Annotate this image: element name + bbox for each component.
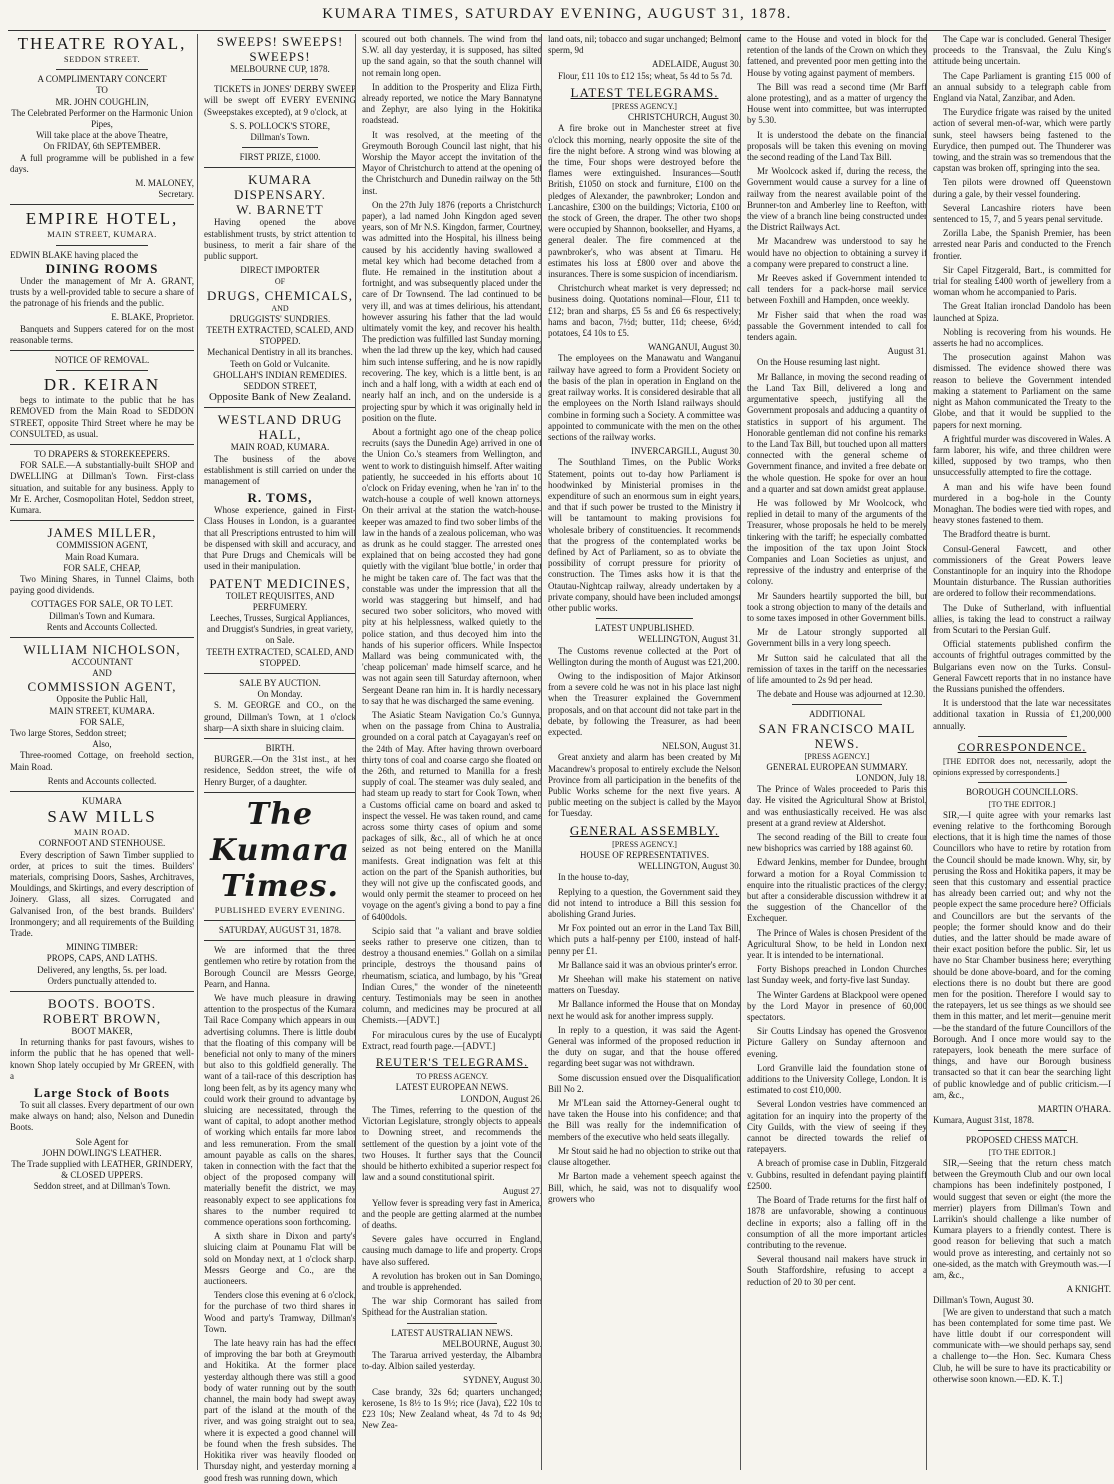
sweeps-sub: MELBOURNE CUP, 1878. bbox=[230, 64, 330, 74]
divider bbox=[204, 920, 356, 921]
nicholson-line: Also, bbox=[92, 739, 112, 750]
sf-date: LONDON, July 18. bbox=[856, 772, 927, 783]
theatre-sub: SEDDON STREET. bbox=[63, 54, 141, 64]
assembly-item: Mr Sutton said he calculated that all the remission of taxes in the tariff on the necessaries of life amounted to 2s 9d per head. bbox=[747, 652, 927, 685]
nameplate: The Kumara Times. bbox=[210, 796, 350, 904]
assembly-item: Mr Reeves asked if Government intended to call tenders for a pack-horse mail service between Foxhill and Hampden, once weekly. bbox=[747, 273, 927, 306]
divider bbox=[204, 407, 356, 408]
theatre-line: A COMPLIMENTARY CONCERT bbox=[37, 74, 167, 85]
dispensary-title: KUMARA DISPENSARY. bbox=[233, 172, 327, 203]
divider bbox=[56, 69, 148, 70]
saw-orders: Orders punctually attended to. bbox=[47, 975, 157, 986]
reuter-sub: LATEST EUROPEAN NEWS. bbox=[395, 1082, 509, 1093]
dispensary-opp: Opposite Bank of New Zealand. bbox=[208, 391, 352, 404]
empire-big: DINING ROOMS bbox=[45, 260, 159, 276]
theatre-line: Will take place at the above Theatre, bbox=[36, 130, 168, 141]
telegram-place: INVERCARGILL, August 30. bbox=[631, 446, 741, 457]
column-3 bbox=[355, 34, 542, 1470]
nicholson-line: ACCOUNTANT bbox=[71, 656, 133, 667]
assembly-cont: came to the House and voted in block for the retention of the lands of the Crown on which they fattened, and prevented poor men getting into the House by voting against payment of members. bbox=[747, 34, 927, 78]
sf-item: The Bradford theatre is burnt. bbox=[943, 529, 1051, 540]
australian-date2: SYDNEY, August 30. bbox=[463, 1375, 542, 1386]
divider bbox=[204, 167, 356, 168]
sweeps-body: TICKETS in JONES' DERBY SWEEP will be swept off EVERY EVENING (Sweepstakes excepted), at 9 o'clock, at bbox=[204, 84, 356, 117]
sf-item: The prosecution against Mahon was dismissed. The evidence showed there was reason to believe the Government intended making a statement to Parliament on the same night as Mahon communicated the Treaty to the Globe, and that it would be supplied to the papers for next morning. bbox=[933, 352, 1111, 430]
nicholson-line: AND bbox=[92, 668, 112, 679]
nicholson-line: Rents and Accounts collected. bbox=[47, 775, 157, 786]
assembly-item: Mr Ballance informed the House that on Monday next he would ask for another impress supply. bbox=[548, 999, 741, 1021]
removal-name: DR. KEIRAN bbox=[43, 375, 161, 395]
divider bbox=[242, 147, 318, 148]
dispensary-mech: Mechanical Dentistry in all its branches. Teeth on Gold or Vulcanite. bbox=[207, 347, 353, 369]
sf-agency: [PRESS AGENCY.] bbox=[804, 751, 870, 761]
theatre-line: TO bbox=[96, 85, 108, 96]
assembly-item: Mr Fox pointed out an error in the Land Tax Bill, which puts a half-penny per £100, instead of half-penny per £1. bbox=[548, 923, 741, 956]
column-5 bbox=[740, 34, 927, 1470]
miller-line: FOR SALE, CHEAP, bbox=[63, 562, 141, 573]
reuter-item: Severe gales have occurred in England, causing much damage to life and property. Crops have also suffered. bbox=[362, 1234, 542, 1267]
news-para: About a fortnight ago one of the cheap police recruits (says the Dunedin Age) arrived in one of the Union Co.'s steamers from Wellington, and went to work to distinguish himself. After waiting patiently, he succeeded in his efforts about 10 o'clock on Friday evening, when he 'ran in' to the watch-house a couple of well known attorneys. On their arrival at the station the watch-house-keeper was amazed to find two sober limbs of the law in the hands of a zealous policeman, who was as drunk as he could stagger. The arrested ones explained that on being accosted they had gone quietly with the vigilant 'blue bottle,' in order that he might be taken care of. The fact was that the constable was under the impression that all the world was staggering but himself, and had secured two sober solicitors, who moved with pity at his helplessness, walked quietly to the police station, and thus decoyed him into the hands of his superior officers. While Inspector Mallard was being communicated with, the 'cheap policeman' made himself scarce, and he was not again seen till Saturday afternoon, when Sergeant Deane ran him in. It is hardly necessary to say that he was discharged the same evening. bbox=[362, 426, 542, 706]
telegrams-title: LATEST TELEGRAMS. bbox=[570, 84, 719, 100]
letter1-body: SIR,—I quite agree with your remarks last evening relative to the forthcoming Borough elections, that it is high time the names of those Councillors who have to retire by rotation from the Council should be made known. Why, sir, by perusing the Ross and Hokitika papers, it may be seen that this customary and essential practice has already been carried out; and why not the people expect the same procedure here? Officials and Councillors are but the servants of the people; the former should know and do their duties, and the latter should be made aware of their exact position before the public. Sir, let us have no Star Chamber business here; everything should be done above-board, and for the coming elections there is no doubt but there are good men for the position. Therefore I would say to the ratepayers, let us see things as we should see them in this matter, and let merit—genuine merit—be the standard of the future Councillors of the Borough. And I once more would say to the ratepayers, look beneath the mere surface of things, and have our Borough business transacted so that it can bear the searching light of public knowledge and of public criticism.—I am, &c., bbox=[933, 809, 1111, 1100]
removal-body: begs to intimate to the public that he has REMOVED from the Main Road to SEDDON STREET, opposite Third Street where he may be CONSULTED, as usual. bbox=[10, 395, 194, 439]
sf-item: A man and his wife have been found murdered in a bog-hole in the County Monaghan. The bodies were tied with ropes, and heavy stones fastened to them. bbox=[933, 481, 1111, 526]
sf-item: A frightful murder was discovered in Wales. A farm laborer, his wife, and three children were killed, supposed by two tramps, who then unsuccessfully attempted to fire the cottage. bbox=[933, 433, 1111, 478]
sf-item: The second reading of the Bill to create four new bishoprics was carried by 188 against 60. bbox=[747, 832, 927, 854]
letter2-heading: PROPOSED CHESS MATCH. bbox=[965, 1135, 1079, 1146]
letter1-loc: Kumara, August 31st, 1878. bbox=[933, 1115, 1034, 1126]
sf-item: The Prince of Wales is chosen President of the Agricultural Show, to be held in London next year. It is intended to be international. bbox=[747, 927, 927, 961]
auction-body: S. M. GEORGE and CO., on the ground, Dillman's Town, at 1 o'clock sharp—A sixth share in sluicing claim. bbox=[204, 700, 356, 733]
empire-lead: EDWIN BLAKE having placed the bbox=[10, 249, 138, 260]
drapers-body: FOR SALE.—A substantially-built SHOP and DWELLING at Dillman's Town. First-class situation, and suitable for any business. Apply to Mr E. Archer, Cosmopolitan Hotel, Seddon street, Kumara. bbox=[10, 460, 194, 516]
miller-line: Dillman's Town and Kumara. bbox=[49, 610, 155, 621]
unpublished-date2: NELSON, August 31. bbox=[661, 741, 741, 752]
divider bbox=[10, 520, 194, 521]
assembly-date2: August 31. bbox=[887, 346, 927, 357]
divider bbox=[242, 79, 318, 80]
assembly-item: Mr de Latour strongly supported all Government bills in a very long speech. bbox=[747, 627, 927, 649]
reuter-item: A revolution has broken out in San Domingo, and trouble is apprehended. bbox=[362, 1270, 542, 1292]
sf-item: The Eurydice frigate was raised by the united action of several men-of-war, which were partly sunk, steel hawsers being fastened to the Eurydice, then pumped out. The Thunderer was towing, and the strain was so tremendous that the capstan was broken off, springing into the sea. bbox=[933, 107, 1111, 174]
divider bbox=[204, 940, 356, 941]
assembly-item: Mr Fisher said that when the road was passable the Government intended to call for tenders again. bbox=[747, 309, 927, 343]
dispensary-teeth: TEETH EXTRACTED, SCALED, AND STOPPED. bbox=[206, 325, 354, 347]
empire-body: Under the management of Mr A. GRANT, trusts by a well-provided table to secure a share of the patronage of his friends and the public. bbox=[10, 275, 194, 309]
sf-news: NEWS. bbox=[814, 735, 860, 751]
reuter-item: Yellow fever is spreading very fast in America, and the people are getting alarmed at the number of deaths. bbox=[362, 1197, 542, 1230]
miller-line: COTTAGES FOR SALE, OR TO LET. bbox=[30, 599, 174, 610]
divider bbox=[56, 370, 148, 371]
australian-date: MELBOURNE, August 30. bbox=[442, 1338, 542, 1349]
miller-line: COMMISSION AGENT, bbox=[56, 540, 148, 551]
empire-sign: E. BLAKE, Proprietor. bbox=[111, 312, 194, 323]
theatre-line: MR. JOHN COUGHLIN, bbox=[55, 96, 149, 107]
theatre-sign-role: Secretary. bbox=[158, 189, 194, 200]
reuter-date: LONDON, August 26. bbox=[460, 1093, 542, 1104]
dispensary-body: Having opened the above establishment trusts, by strict attention to business, to merit a fair share of the public support. bbox=[204, 217, 356, 262]
divider bbox=[978, 736, 1067, 737]
editorial-para: A sixth share in Dixon and party's sluicing claim at Pounamu Flat will be sold on Monday next, at 1 o'clock sharp. Messrs George and Co., are the auctioneers. bbox=[204, 1231, 356, 1287]
assembly-item: Mr Macandrew was understood to say he would have no objection to obtaining a survey if a company were prepared to construct a line. bbox=[747, 236, 927, 269]
letter1-heading: BOROUGH COUNCILLORS. bbox=[965, 787, 1078, 798]
reuter-item: The war ship Cormorant has sailed from Spithead for the Australian station. bbox=[362, 1296, 542, 1318]
editorial-para: We are informed that the three gentlemen who retire by rotation from the Borough Council are Messrs George, Pearn, and Hanna. bbox=[204, 945, 356, 989]
news-para: On the 27th July 1876 (reports a Christchurch paper), a lad named John Kingdon aged seven years, son of Mr N.S. Kingdon, farmer, Courtney, was admitted into the Hospital, his illness being caused by his accidently having swallowed a metal key which had become detached from a flute. He remained in the institution about a fortnight, and was subsequently placed under the care of Dr Townsend. The lad continued to be very ill, and was at times delirious, his attendant, however assuring his father that the lad would ultimately vomit the key, and recover his health. The prediction was fulfilled last Sunday morning, when the lad threw up the key, which had caused him such intense suffering, and he is now rapidly recovering. The key, which is a little bent, is an inch and a half long, with a width at each end of nearly half an inch, and on the underside is a projecting spur by which it was originally held in position on the flute. bbox=[362, 199, 542, 423]
telegram-place: CHRISTCHURCH, August 30. bbox=[627, 112, 741, 123]
saw-props: PROPS, CAPS, AND LATHS. bbox=[46, 953, 158, 964]
boots-addr: Seddon street, and at Dillman's Town. bbox=[33, 1181, 171, 1192]
reuter-agency: TO PRESS AGENCY. bbox=[416, 1072, 488, 1082]
dispensary-sundries: DRUGGISTS' SUNDRIES. bbox=[229, 313, 331, 324]
assembly-item: The debate and House was adjourned at 12.30. bbox=[757, 689, 926, 700]
miller-line: Rents and Accounts Collected. bbox=[46, 621, 158, 632]
saw-big: SAW MILLS bbox=[47, 807, 157, 827]
sf-item: The Cape war is concluded. General Thesiger proceeds to the Transvaal, the Zulu King's attitude being uncertain. bbox=[933, 34, 1111, 67]
column-2 bbox=[197, 34, 356, 1483]
boots-body: In returning thanks for past favours, wishes to inform the public that he has opened that well-known Shop lately occupied by Mr GREEN, with a bbox=[10, 1037, 194, 1081]
nicholson-line: COMMISSION AGENT, bbox=[27, 679, 177, 695]
westland-teeth: TEETH EXTRACTED, SCALED, AND STOPPED. bbox=[206, 646, 354, 668]
letter1-sig: MARTIN O'HARA. bbox=[1037, 1104, 1111, 1115]
miller-line: Main Road Kumara. bbox=[65, 551, 139, 562]
sf-item: The Winter Gardens at Blackpool were opened by the Lord Mayor in presence of 60,000 spectators. bbox=[747, 989, 927, 1023]
birth-title: BIRTH. bbox=[265, 742, 295, 753]
removal-title: NOTICE OF REMOVAL. bbox=[54, 355, 150, 366]
auction-title: SALE BY AUCTION. bbox=[239, 677, 321, 688]
sf-item: The Duke of Sutherland, with influential allies, is taking the lead to construct a railway from Scutari to the Persian Gulf. bbox=[933, 602, 1111, 635]
dispensary-seddon: SEDDON STREET, bbox=[243, 381, 317, 392]
correspondence-title: CORRESPONDENCE. bbox=[957, 739, 1087, 754]
assembly-item: Mr Stout said he had no objection to strike out that clause altogether. bbox=[548, 1145, 741, 1168]
assembly-item: In the house to-day, bbox=[558, 872, 629, 883]
westland-sub: MAIN ROAD, KUMARA. bbox=[230, 442, 330, 453]
birth-body: BURGER.—On the 31st inst., at her residence, Seddon street, the wife of Henry Burger, of a daughter. bbox=[204, 754, 356, 787]
letter1-to: [TO THE EDITOR.] bbox=[988, 799, 1056, 809]
divider bbox=[204, 738, 356, 739]
sweeps-store: S. S. POLLOCK'S STORE, bbox=[230, 120, 330, 131]
sf-item: A breach of promise case in Dublin, Fitzgerald v. Gubbins, resulted in defendant paying plaintiff £2500. bbox=[747, 1158, 927, 1191]
sf-item: Forty Bishops preached in London Churches last Sunday week, and forty-five last Sunday. bbox=[747, 964, 927, 986]
sweeps-town: Dillman's Town. bbox=[250, 132, 310, 143]
column-6 bbox=[926, 34, 1111, 1470]
sf-item: Consul-General Fawcett, and other commissioners of the Great Powers leave Constantinople for an inquiry into the Rhodope Mountain disturbance. The Russian authorities are ordered to follow their recommendations. bbox=[933, 543, 1111, 599]
westland-patent: PATENT MEDICINES, bbox=[209, 575, 351, 591]
divider bbox=[56, 245, 148, 246]
dispensary-and: AND bbox=[271, 303, 289, 313]
nicholson-line: FOR SALE, bbox=[79, 716, 125, 727]
saw-title: KUMARA bbox=[81, 795, 122, 806]
telegram-body: Christchurch wheat market is very depressed; no business doing. Quotations nominal—Flour, £11 to £12; bran and sharps, £5 5s and £6 6s respectively; hams and bacon, 7½d; butter, 11d; cheese, 6½d; potatoes, £4 10s to £5. bbox=[548, 283, 741, 339]
assembly-item: He was followed by Mr Woolcock, who replied in detail to many of the arguments of the Treasurer, whose proposals he held to be merely tinkering with the tariff; he especially combatted the imposition of the tax upon Joint Stock Companies and Loan Societies as unjust, and repressive of the industry and enterprise of the colony. bbox=[747, 497, 927, 587]
assembly-house: HOUSE OF REPRESENTATIVES. bbox=[579, 850, 710, 861]
unpublished-date: WELLINGTON, August 31. bbox=[638, 634, 741, 645]
miller-line: Two Mining Shares, in Tunnel Claims, both paying good dividends. bbox=[10, 573, 194, 596]
divider bbox=[792, 704, 882, 705]
boots-trade: The Trade supplied with LEATHER, GRINDERY, & CLOSED UPPERS. bbox=[11, 1159, 193, 1181]
sf-item: The Board of Trade returns for the first half of 1878 are unfavorable, showing a continuous decline in exports; also a falling off in the consumption of all the more important articles contributing to the revenue. bbox=[747, 1195, 927, 1250]
unpublished-body2: Great anxiety and alarm has been created by Mr Macandrew's proposal to entirely exclude the Nelson Province from all participation in the benefits of the Public Works scheme for the next five years. A public meeting on the subject is called by the Mayor for Tuesday. bbox=[548, 752, 741, 819]
nicholson-line: Three-roomed Cottage, on freehold section, Main Road. bbox=[10, 750, 194, 772]
letter2-loc: Dillman's Town, August 30. bbox=[933, 1295, 1034, 1306]
auction-day: On Monday. bbox=[257, 689, 303, 700]
boots-title: BOOTS. BOOTS. bbox=[48, 996, 156, 1011]
sf-item: Lord Granville laid the foundation stone of additions to the University College, London. It is estimated to cost £10,000. bbox=[747, 1062, 927, 1096]
assembly-item: Mr Sheehan will make his statement on native matters on Tuesday. bbox=[548, 974, 741, 996]
saw-mining: MINING TIMBER: bbox=[65, 942, 139, 953]
nicholson-line: Opposite the Public Hall, bbox=[56, 694, 148, 705]
empire-foot: Banquets and Suppers catered for on the most reasonable terms. bbox=[10, 323, 194, 345]
divider bbox=[10, 991, 194, 992]
theatre-title: THEATRE ROYAL, bbox=[17, 34, 187, 53]
westland-name: R. TOMS, bbox=[247, 490, 313, 506]
divider bbox=[407, 1323, 497, 1324]
australian-body: The Tararua arrived yesterday, the Albambra to-day. Albion sailed yesterday. bbox=[362, 1349, 542, 1372]
dispensary-drugs: DRUGS, CHEMICALS, bbox=[207, 287, 353, 303]
masthead: KUMARA TIMES, SATURDAY EVENING, AUGUST 31, 1878. bbox=[322, 6, 792, 22]
reuter-title: REUTER'S TELEGRAMS. bbox=[375, 1055, 529, 1070]
westland-title: WESTLAND DRUG HALL, bbox=[217, 412, 343, 443]
news-para: For miraculous cures by the use of Eucalypti Extract, read fourth page.—[ADVT.] bbox=[362, 1029, 542, 1051]
divider bbox=[10, 791, 194, 792]
assembly-item: It is understood the debate on the financial proposals will be taken this evening on moving the second reading of the Land Tax Bill. bbox=[747, 129, 927, 163]
news-para: scoured out both channels. The wind from the S.W. all day yesterday, it is supposed, has silted up the sand again, so that the south channel will not remain long open. bbox=[362, 34, 542, 78]
theatre-line: On FRIDAY, 6th SEPTEMBER. bbox=[43, 141, 161, 152]
sf-item: Ten pilots were drowned off Queenstown during a gale, by their vessel foundering. bbox=[933, 177, 1111, 199]
nicholson-line: MAIN STREET, KUMARA. bbox=[49, 705, 155, 716]
westland-body: The business of the above establishment is still carried on under the management of bbox=[204, 453, 356, 487]
editorial-para: Tenders close this evening at 6 o'clock, for the purchase of two third shares in Wood and party's Tramway, Dillman's Town. bbox=[204, 1290, 356, 1334]
sf-item: Nobling is recovering from his wounds. He asserts he had no accomplices. bbox=[933, 326, 1111, 349]
news-para: Scipio said that "a valiant and brave soldier seeks rather to preserve one citizen, than to destroy a thousand enemies." Gollah on a similar principle, destroys the thousand pains of rheumatism, sciatica, and lumbago, by his "Great Indian Cures," the wonder of the nineteenth century. Testimonials may be seen in another column, and medicines may be procured at all Chemists.—[ADVT.] bbox=[362, 925, 542, 1026]
sf-add: ADDITIONAL bbox=[809, 709, 865, 720]
empire-sub: MAIN STREET, KUMARA. bbox=[47, 229, 157, 240]
sf-item: Official statements published confirm the accounts of frightful outrages committed by the Bulgarians even now on the Turks. Consul-General Fawcett reports that in no instance have the Russians punished the offenders. bbox=[933, 639, 1111, 694]
saw-body: Every description of Sawn Timber supplied to order, at prices to suit the times. Builders' materials, comprising Doors, Sashes, Architraves, Mouldings, and Skirtings, and every description of Joinery. Glass, all sizes. Corrugated and Galvanised Iron, of the best brands. Builders' Ironmongery; and all requirements of the Building Trade. bbox=[10, 849, 194, 938]
sf-item: The Cape Parliament is granting £15 000 of an annual subsidy to a telegraph cable from England via Natal, Zanzibar, and Aden. bbox=[933, 70, 1111, 104]
sweeps-prize: FIRST PRIZE, £1000. bbox=[239, 152, 321, 163]
column-1 bbox=[10, 34, 194, 1470]
sf-item: Several Lancashire rioters have been sentenced to 15, 7, and 5 years penal servitude. bbox=[933, 202, 1111, 225]
news-para: The Asiatic Steam Navigation Co.'s Gunnya, when on the passage from China to Australia, grounded on a coral patch at Cayagayan's reef on the 24th of May. After having thrown overboard thirty tons of coal and coarse cargo she floated on the 26th, and returned to Manilla for a fresh supply of coal. The steamer was duly sealed, and had steam up ready to start for Cook Town, when a Customs official came on board and asked to inspect the vessel. He was taken round, and came across some thirty cases of opium and some packages of silk, &c., all of which he at once seized as not being entered on the Manilla manifests. Great indignation was felt at this action on the part of the Spanish authorities, but they will not give up the confiscated goods, and would only permit the steamer to proceed on her voyage on the agent's giving a bond to pay a fine of 6400dols. bbox=[362, 709, 542, 922]
telegrams-agency: [PRESS AGENCY.] bbox=[612, 102, 677, 112]
telegram-body: The Southland Times, on the Public Works Statement, points out to-day how Parliament is hoodwinked by Ministerial promises in the expenditure of such an enormous sum in eight years, and that if such power be trusted to the Ministry it will be tantamount to making provisions for wholesale bribery of constituencies. It recommends that the progress of the contemplated works be defined by Act of Parliament, so as to obviate the possibility of corrupt pressure for priority of construction. The Times asks how it is that the Otautau-Nightcap railway, already undertaken by a private company, should have been included amongst other public works. bbox=[548, 457, 741, 613]
boots-name: ROBERT BROWN, bbox=[42, 1011, 162, 1026]
divider bbox=[596, 618, 693, 619]
sf-item: The Great Italian ironclad Dandolo has been launched at Spiza. bbox=[933, 301, 1111, 323]
sf-item: Edward Jenkins, member for Dundee, brought forward a motion for a Royal Commission to enquire into the ritualistic practices of the clergy; but after a considerable discussion withdrew it at the suggestion of the Chancellor of the Exchequer. bbox=[747, 857, 927, 924]
sf-item: Sir Coutts Lindsay has opened the Grosvenor Picture Gallery on Sunday afternoon and evening. bbox=[747, 1026, 927, 1059]
sf-item: Several London vestries have commenced an agitation for an inquiry into the property of the City Guilds, with the view of seeing if they cannot be directed towards the relief of ratepayers. bbox=[747, 1099, 927, 1155]
editorial-para: We have much pleasure in drawing attention to the prospectus of the Kumara Tail Race Company which appears in our advertising columns. There is little doubt that the floating of this company will be beneficial not only to many of the miners but also to this goldfield generally. The want of a tail-race of this description has long been felt, as by its agency many who could work their ground to advantage by sluicing are necessitated, through the want of capital, to adopt another method of working which entails far more labor and less remuneration. From the small amount payable as calls on the shares, taken in connection with the fact that the object of the proposed company will materially benefit the district, we may reasonably expect to see applications for shares to the number required to commence operations soon forthcoming. bbox=[204, 992, 356, 1228]
letter2-body: SIR,—Seeing that the return chess match between the Greymouth Club and our own local champions has been indefinitely postponed, I would suggest that seven or eight (the more the merrier) players from Dillman's Town and Larrikin's should challenge a like number of Kumara players to a friendly contest. There is good reason for believing that such a match would prove as interesting, and certainly not so one-sided, as the match with Greymouth was.—I am, &c., bbox=[933, 1157, 1111, 1280]
issue-date: SATURDAY, AUGUST 31, 1878. bbox=[218, 924, 342, 935]
telegram-body: Flour, £11 10s to £12 15s; wheat, 5s 4d to 5s 7d. bbox=[558, 70, 733, 81]
divider bbox=[10, 637, 194, 638]
nicholson-title: WILLIAM NICHOLSON, bbox=[23, 641, 181, 657]
saw-sub: MAIN ROAD. bbox=[74, 827, 130, 838]
telegram-cont: land oats, nil; tobacco and sugar unchanged; Belmont sperm, 9d bbox=[548, 34, 741, 56]
empire-title: EMPIRE HOTEL, bbox=[25, 209, 179, 229]
telegram-place: WANGANUI, August 30. bbox=[648, 342, 741, 353]
sf-item: Zorilla Labe, the Spanish Premier, has been arrested near Paris and conducted to the French frontier. bbox=[933, 228, 1111, 261]
boots-leather: JOHN DOWLING'S LEATHER. bbox=[42, 1147, 162, 1158]
assembly-item: Mr Ballance, in moving the second reading of the Land Tax Bill, delivered a long and argumentative speech, justifying all the Government proposals and adducing a quantity of statistics in support of his argument. The Honorable gentleman did not confine his remarks to the Land Tax Bill, but touched upon all matters connected with the general scheme of Government finance, and invited a free debate on the whole question. He spoke for over an hour and a quarter and sat down amidst great applause. bbox=[747, 371, 927, 494]
divider bbox=[10, 444, 194, 445]
boots-big: Large Stock of Boots bbox=[34, 1085, 170, 1101]
divider bbox=[204, 673, 356, 674]
drapers-title: TO DRAPERS & STOREKEEPERS. bbox=[34, 449, 170, 460]
telegram-place: ADELAIDE, August 30. bbox=[652, 59, 741, 70]
saw-price: Delivered, any lengths, 5s. per load. bbox=[37, 964, 167, 975]
editorial-para: The late heavy rain has had the effect of improving the bar both at Greymouth and Hokitika. At the former place yesterday although there was still a good body of water running out by the south channel, the main body had swept away part of the island at the mouth of the river, and was going straight out to sea, where it is expected a good channel will be found when the fresh subsides. The Hokitika river was heavily flooded on Thursday night, and yesterday morning a good fresh was running down, which bbox=[204, 1338, 356, 1483]
divider bbox=[978, 1130, 1067, 1131]
australian-body2: Case brandy, 32s 6d; quarters unchanged; kerosene, 1s 8½ to 1s 9½; rice (Java), £22 10s to £23 10s; New Zealand wheat, 4s 7d to 4s 9d; New Zea- bbox=[362, 1386, 542, 1431]
reuter-item: The Times, referring to the question of the Victorian Legislature, strongly objects to appeals to Downing street, and recommends the settlement of the question by a joint vote of the two Houses. It further says that the Council should be hitherto exhibited a superior respect for law and a sound constitutional spirit. bbox=[362, 1104, 542, 1183]
sweeps-title: SWEEPS! SWEEPS! SWEEPS! bbox=[216, 34, 344, 64]
theatre-line: A full programme will be published in a few days. bbox=[10, 152, 194, 174]
theatre-line: The Celebrated Performer on the Harmonic Union Pipes, bbox=[11, 107, 193, 130]
divider bbox=[10, 204, 194, 205]
news-para: It was resolved, at the meeting of the Greymouth Borough Council last night, that his Worship the Mayor accept the invitation of the Mayor of Christchurch to attend at the opening of the Christchurch and Dunedin railway on the 5th inst. bbox=[362, 129, 542, 196]
westland-body2: Whose experience, gained in First-Class Houses in London, is a guarantee that all Prescriptions entrusted to him will be dispensed with skill and accuracy, and that Pure Drugs and Chemicals will be used in their manipulation. bbox=[204, 505, 356, 572]
unpublished-title: LATEST UNPUBLISHED. bbox=[594, 623, 695, 634]
nicholson-line: Two large Stores, Seddon street; bbox=[10, 727, 127, 738]
theatre-sign: M. MALONEY, bbox=[135, 178, 194, 189]
reuter-date2: August 27. bbox=[502, 1186, 542, 1197]
assembly-item: Replying to a question, the Government said they did not intend to introduce a Bill this session for abolishing Grand Juries. bbox=[548, 886, 741, 920]
divider bbox=[10, 350, 194, 351]
published: PUBLISHED EVERY EVENING. bbox=[214, 904, 346, 915]
miller-title: JAMES MILLER, bbox=[47, 525, 157, 541]
editor-note: [We are given to understand that such a match has been contemplated for some time past. We have little doubt if our correspondent will communicate with—we should perhaps say, send a challenge to—the Hon. Sec. Kumara Chess Club, he will be sure to have its practicability or otherwise soon known.—ED. K. T.] bbox=[933, 1306, 1111, 1384]
sf-item: Sir Capel Fitzgerald, Bart., is committed for trial for stealing £400 worth of jewellery from a woman whom he accompanied to Paris. bbox=[933, 264, 1111, 298]
assembly-date: WELLINGTON, August 30. bbox=[638, 861, 741, 872]
telegram-body: A fire broke out in Manchester street at five o'clock this morning, nearly opposite the site of the fire the night before. A strong wind was blowing at the time, Four shops were destroyed before the flames were extinguished. Insurances—South British, £1050 on stock and furniture, £100 on the pledges of Alexander, the pawnbroker; London and Lancashire, £300 on the buildings; Victoria, £100 on the stock of Green, the draper. The other two shops were occupied by Shannon, bookseller, and Hyams, a general dealer. The fire commenced at the pawnbroker's, who was absent at Timaru. He estimates his loss at £800 over and above the insurances. There is some suspicion of incendiarism. bbox=[548, 123, 741, 280]
westland-toilet: TOILET REQUISITES, AND PERFUMERY. bbox=[225, 590, 335, 612]
sf-item: The Prince of Wales proceeded to Paris this day. He visited the Agricultural Show at Bristol, and was enthusiastically received. He was also present at a grand review at Aldershot. bbox=[747, 784, 927, 828]
assembly-item: Some discussion ensued over the Disqualification Bill No 2. bbox=[548, 1072, 741, 1094]
correspondence-note: [THE EDITOR does not, necessarily, adopt the opinions expressed by correspondents.] bbox=[933, 756, 1111, 778]
sf-item: It is understood that the late war necessitates additional taxation in Russia of £1,200,000 annually. bbox=[933, 698, 1111, 731]
assembly-item: The Bill was read a second time (Mr Barff alone protesting), and as a matter of urgency the House went into committee, but was interrupted by 5.30. bbox=[747, 81, 927, 126]
dispensary-of: OF bbox=[274, 277, 286, 287]
letter2-sig: A KNIGHT. bbox=[1066, 1284, 1111, 1295]
dispensary-name: W. BARNETT bbox=[236, 202, 324, 218]
assembly-item: Mr M'Lean said the Attorney-General ought to have taken the House into his confidence; and that the Bill was really for the indemnification of members of the executive who held seats illegally. bbox=[548, 1098, 741, 1142]
boots-agent: Sole Agent for bbox=[75, 1136, 129, 1147]
dispensary-importer: DIRECT IMPORTER bbox=[240, 265, 320, 276]
masthead-rule bbox=[8, 30, 1106, 31]
unpublished-item: The Customs revenue collected at the Port of Wellington during the month of August was £21,200. bbox=[548, 645, 741, 667]
assembly-item: In reply to a question, it was said the Agent-General was informed of the proposed reduction in the duty on sugar, and that the house offered regarding beet sugar was not withdrawn. bbox=[548, 1024, 741, 1069]
assembly-item: Mr Saunders heartily supported the bill, but took a strong objection to many of the details and to some taxes imposed in other Government bills. bbox=[747, 590, 927, 623]
telegram-body: The employees on the Manawatu and Wanganui railway have agreed to form a Provident Society on the basis of the plan in operation in England on the great railway works. It is considered desirable that all the employees on the North Island railways should combine in forming such a Society. A committee was appointed to communicate with the men on the other sections of the railway works. bbox=[548, 353, 741, 442]
australian-title: LATEST AUSTRALIAN NEWS. bbox=[391, 1327, 513, 1338]
assembly-item: Mr Barton made a vehement speech against the Bill, which, he said, was not to disqualify wool growers who bbox=[548, 1171, 741, 1204]
sf-item: Several thousand nail makers have struck in South Staffordshire, refusing to accept a reduction of 20 to 30 per cent. bbox=[747, 1254, 927, 1287]
unpublished-item: Owing to the indisposition of Major Atkinson from a severe cold he was not in his place last night when the Treasurer explained the Government proposals, and on that account did not take part in the debate, by following the Treasurer, as had been expected. bbox=[548, 670, 741, 737]
westland-leeches: Leeches, Trusses, Surgical Appliances, and Druggist's Sundries, in great variety, on Sale. bbox=[206, 612, 354, 646]
assembly-item: Mr Woolcock asked if, during the recess, the Government would cause a survey for a line of railway from the nearest available point of the Brunner-ton and Amberley line to Reefton, with the view of a branch line being constructed under the District Railways Act. bbox=[747, 166, 927, 233]
divider bbox=[978, 782, 1067, 783]
news-para: In addition to the Prosperity and Eliza Firth, already reported, we notice the Mary Bannatyne and Zephyr, are also lying in the Hokitika roadstead. bbox=[362, 81, 542, 126]
boots-sub: BOOT MAKER, bbox=[71, 1026, 133, 1036]
assembly-item: Mr Ballance said it was an obvious printer's error. bbox=[558, 959, 738, 970]
sf-sub: GENERAL EUROPEAN SUMMARY. bbox=[766, 761, 908, 772]
column-4 bbox=[541, 34, 741, 1470]
letter2-to: [TO THE EDITOR.] bbox=[988, 1147, 1056, 1157]
boots-body2: To suit all classes. Every department of our own make always on hand; also, Nelson and Dunedin Boots. bbox=[10, 1100, 194, 1133]
saw-firm: CORNFOOT AND STENHOUSE. bbox=[38, 838, 166, 849]
sf-title: SAN FRANCISCO MAIL bbox=[758, 720, 916, 736]
assembly-item: On the House resuming last night. bbox=[757, 357, 880, 368]
assembly-agency: [PRESS AGENCY.] bbox=[612, 839, 677, 849]
dispensary-ghollah: GHOLLAH'S INDIAN REMEDIES. bbox=[213, 369, 347, 380]
assembly-title: GENERAL ASSEMBLY. bbox=[569, 822, 720, 838]
divider bbox=[204, 792, 356, 793]
